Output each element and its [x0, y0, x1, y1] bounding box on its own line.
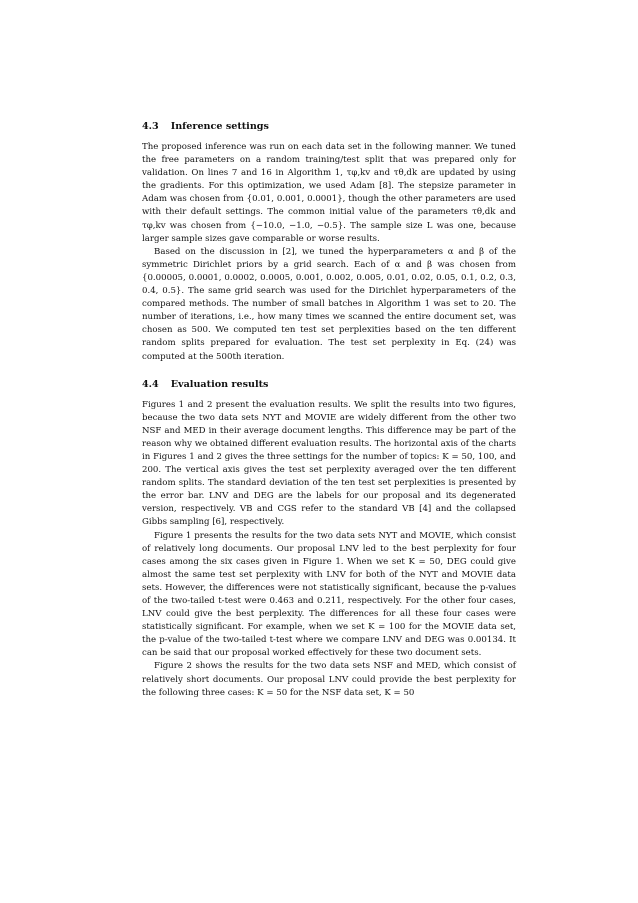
section-heading — [142, 120, 516, 133]
section-evaluation-results — [142, 378, 516, 700]
section-number: 4.4 — [142, 378, 159, 390]
paragraph: Figure 2 shows the results for the two data sets NSF and MED, which consist of relatively short documents. Our proposal LNV could provide the best perplexity for the following three cases: K = 50 for the NSF data set, K = 50 — [142, 661, 516, 698]
section-heading — [142, 378, 516, 391]
section-title: Inference settings — [170, 121, 269, 132]
section-inference-settings — [142, 120, 516, 364]
paragraph: Based on the discussion in [2], we tuned the hyperparameters α and β of the symmetric Dirichlet priors by a grid search. Each of α and β was chosen from {0.00005, 0.0001, 0.0002, 0.0005, 0.001, 0.002, 0.005, 0.01, 0.02, 0.05, 0.1, 0.2, 0.3, 0.4, 0.5}. The same grid search was used for the Dirichlet hyperparameters of the compared methods. The number of small batches in Algorithm 1 was set to 20. The number of iterations, i.e., how many times we scanned the entire document set, was chosen as 500. We computed ten test set perplexities based on the ten different random splits prepared for evaluation. The test set perplexity in Eq. (24) was computed at the 500th iteration. — [142, 246, 516, 362]
paragraph: The proposed inference was run on each data set in the following manner. We tuned the free parameters on a random training/test split that was prepared only for validation. On lines 7 and 16 in Algorithm 1, τφ,kv and τθ,dk are updated by using the gradients. For this optimization, we used Adam [8]. The stepsize parameter in Adam was chosen from {0.01, 0.001, 0.0001}, though the other parameters are used with their default settings. The common initial value of the parameters τθ,dk and τφ,kv was chosen from {−10.0, −1.0, −0.5}. The sample size L was one, because larger sample sizes gave comparable or worse results. — [142, 142, 516, 244]
paper-page — [142, 120, 516, 700]
paragraph: Figures 1 and 2 present the evaluation results. We split the results into two figures, because the two data sets NYT and MOVIE are widely different from the other two NSF and MED in their average document lengths. This difference may be part of the reason why we obtained different evaluation results. The horizontal axis of the charts in Figures 1 and 2 gives the three settings for the number of topics: K = 50, 100, and 200. The vertical axis gives the test set perplexity averaged over the ten different random splits. The standard deviation of the ten test set perplexities is presented by the error bar. LNV and DEG are the labels for our proposal and its degenerated version, respectively. VB and CGS refer to the standard VB [4] and the collapsed Gibbs sampling [6], respectively. — [142, 399, 516, 528]
section-number: 4.3 — [142, 121, 159, 132]
paragraph: Figure 1 presents the results for the two data sets NYT and MOVIE, which consist of relatively long documents. Our proposal LNV led to the best perplexity for four cases among the six cases given in Figure 1. When we set K = 50, DEG could give almost the same test set perplexity with LNV for both of the NYT and MOVIE data sets. However, the differences were not statistically significant, because the p-values of the two-tailed t-test were 0.463 and 0.211, respectively. For the other four cases, LNV could give the best perplexity. The differences for all these four cases were statistically significant. For example, when we set K = 100 for the MOVIE data set, the p-value of the two-tailed t-test where we compare LNV and DEG was 0.00134. It can be said that our proposal worked effectively for these two document sets. — [142, 530, 516, 659]
section-title: Evaluation results — [170, 378, 269, 390]
